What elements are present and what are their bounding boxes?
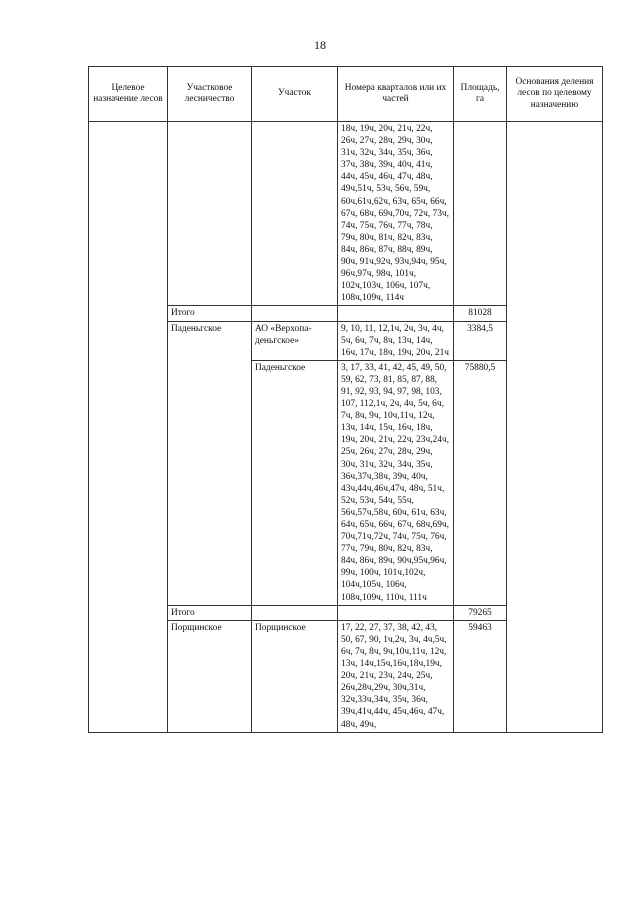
cell-site: Паденьгское <box>252 360 338 605</box>
cell-quarters: 18ч, 19ч, 20ч, 21ч, 22ч, 26ч, 27ч, 28ч, 29ч, 30ч, 31ч, 32ч, 34ч, 35ч, 36ч, 37ч, 38ч, 39ч, 40ч, 41ч, 44ч, 45ч, 46ч, 47ч, 48ч, 49ч,51ч, 53ч, 56ч, 59ч, 60ч,61ч,62ч, 63ч, 65ч, 66ч, 67ч, 68ч, 69ч,70ч, 72ч, 73ч, 74ч, 75ч, 76ч, 77ч, 78ч, 79ч, 80ч, 81ч, 82ч, 83ч, 84ч, 86ч, 87ч, 88ч, 89ч, 90ч, 91ч,92ч, 93ч,94ч, 95ч, 96ч,97ч, 98ч, 101ч, 102ч,103ч, 106ч, 107ч, 108ч,109ч, 114ч <box>338 122 454 306</box>
header-site: Участок <box>252 67 338 122</box>
cell-purpose <box>89 122 168 733</box>
cell-site: АО «Верхопа-деньгское» <box>252 321 338 360</box>
page-number: 18 <box>314 38 326 52</box>
forest-purpose-table <box>88 66 603 733</box>
cell-area: 59463 <box>454 620 507 732</box>
cell-site: Порщинское <box>252 620 338 732</box>
cell-area: 75880,5 <box>454 360 507 605</box>
cell-forestry: Паденьгское <box>168 321 252 605</box>
header-basis: Основания деления лесов по целевому назначению <box>507 67 603 122</box>
header-area: Площадь, га <box>454 67 507 122</box>
total-label: Итого <box>168 605 252 620</box>
header-forestry: Участковое лесничество <box>168 67 252 122</box>
total-area: 81028 <box>454 306 507 321</box>
table-header-row <box>89 67 603 122</box>
cell-basis <box>507 122 603 733</box>
header-purpose: Целевое назначение лесов <box>89 67 168 122</box>
total-label: Итого <box>168 306 252 321</box>
cell-quarters: 17, 22, 27, 37, 38, 42, 43, 50, 67, 90, 1ч,2ч, 3ч, 4ч,5ч, 6ч, 7ч, 8ч, 9ч,10ч,11ч, 12ч, 13ч, 14ч,15ч,16ч,18ч,19ч, 20ч, 21ч, 23ч, 24ч, 25ч, 26ч,28ч,29ч, 30ч,31ч, 32ч,33ч,34ч, 35ч, 36ч, 39ч,41ч,44ч, 45ч,46ч, 47ч, 48ч, 49ч, <box>338 620 454 732</box>
cell-area: 3384,5 <box>454 321 507 360</box>
cell-forestry: Порщинское <box>168 620 252 732</box>
cell-quarters: 9, 10, 11, 12,1ч, 2ч, 3ч, 4ч, 5ч, 6ч, 7ч, 8ч, 13ч, 14ч, 16ч, 17ч, 18ч, 19ч, 20ч, 21ч <box>338 321 454 360</box>
header-quarters: Номера кварталов или их частей <box>338 67 454 122</box>
total-area: 79265 <box>454 605 507 620</box>
cell-quarters: 3, 17, 33, 41, 42, 45, 49, 50, 59, 62, 73, 81, 85, 87, 88, 91, 92, 93, 94, 97, 98, 103, 107, 112,1ч, 2ч, 4ч, 5ч, 6ч, 7ч, 8ч, 9ч, 10ч,11ч, 12ч, 13ч, 14ч, 15ч, 16ч, 18ч, 19ч, 20ч, 21ч, 22ч, 23ч,24ч, 25ч, 26ч, 27ч, 28ч, 29ч, 30ч, 31ч, 32ч, 34ч, 35ч, 36ч,37ч,38ч, 39ч, 40ч, 43ч,44ч,46ч,47ч, 48ч, 51ч, 52ч, 53ч, 54ч, 55ч, 56ч,57ч,58ч, 60ч, 61ч, 63ч, 64ч, 65ч, 66ч, 67ч, 68ч,69ч, 70ч,71ч,72ч, 74ч, 75ч, 76ч, 77ч, 79ч, 80ч, 82ч, 83ч, 84ч, 86ч, 89ч, 90ч,95ч,96ч, 99ч, 100ч, 101ч,102ч, 104ч,105ч, 106ч, 108ч,109ч, 110ч, 111ч <box>338 360 454 605</box>
table-row <box>89 122 603 306</box>
